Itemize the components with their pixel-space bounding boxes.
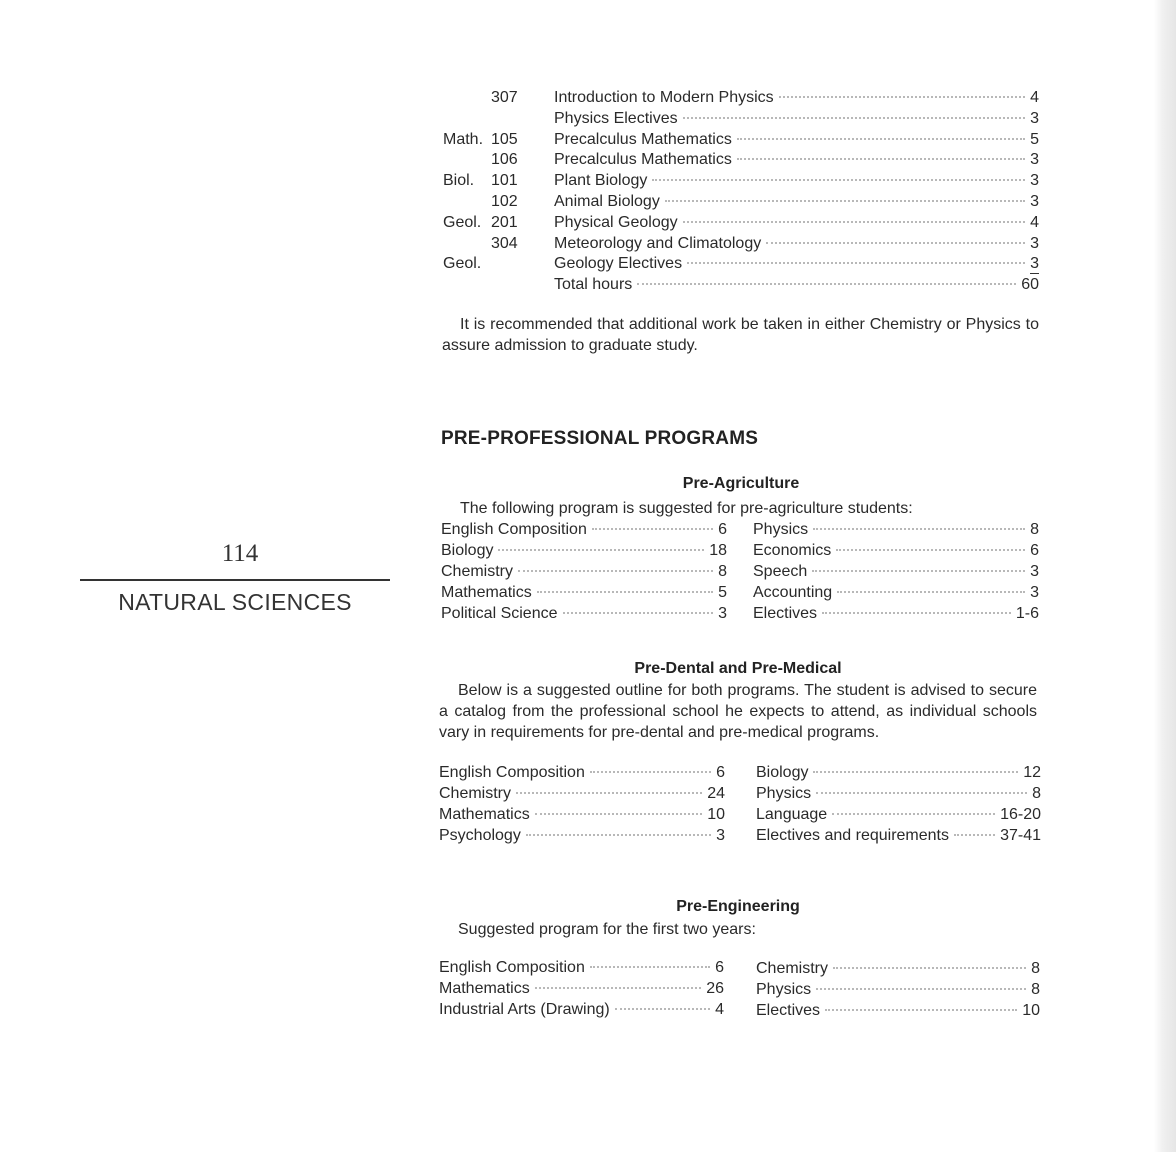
course-row xyxy=(443,110,1039,131)
subject-hours: 16-20 xyxy=(1000,806,1041,823)
course-hours: 3 xyxy=(1030,234,1039,252)
course-title: Introduction to Modern Physics xyxy=(554,89,774,106)
course-number: 307 xyxy=(491,89,518,106)
subject-label: Chemistry xyxy=(756,960,829,977)
course-row xyxy=(443,172,1039,193)
subject-hours: 18 xyxy=(709,542,727,559)
course-title: Plant Biology xyxy=(554,172,648,190)
subject-label: Mathematics xyxy=(441,584,532,601)
subject-hours: 10 xyxy=(707,806,725,823)
subject-hours: 3 xyxy=(718,605,727,622)
subject-hours: 12 xyxy=(1023,764,1041,781)
course-hours: 3 xyxy=(1030,109,1039,127)
course-number: 201 xyxy=(491,213,518,231)
recommendation-note: It is recommended that additional work be taken in either Chemistry or Physics to assure admission to graduate study. xyxy=(442,316,1039,354)
subject-label: Political Science xyxy=(441,605,558,622)
total-label: Total hours xyxy=(554,276,633,294)
total-row xyxy=(443,276,1039,297)
course-hours: 4 xyxy=(1030,89,1039,106)
list-item xyxy=(753,563,1039,584)
subject-label: Biology xyxy=(756,764,809,781)
subject-label: Biology xyxy=(441,542,494,559)
subject-hours: 3 xyxy=(1030,584,1039,601)
course-hours: 5 xyxy=(1030,130,1039,148)
pre-agriculture-right-column xyxy=(753,521,1039,626)
subject-hours: 5 xyxy=(718,584,727,601)
list-item xyxy=(439,764,725,785)
subject-label: Industrial Arts (Drawing) xyxy=(439,1001,610,1018)
list-item xyxy=(756,785,1041,806)
course-row xyxy=(443,235,1039,256)
course-number: 105 xyxy=(491,130,518,148)
subject-hours: 8 xyxy=(1031,960,1040,977)
subject-label: Chemistry xyxy=(441,563,514,580)
subject-label: Physics xyxy=(753,521,809,538)
list-item xyxy=(439,785,725,806)
subject-label: Speech xyxy=(753,563,808,580)
pre-agriculture-intro: The following program is suggested for pre-agriculture students: xyxy=(460,500,913,517)
list-item xyxy=(439,806,725,827)
margin-rule xyxy=(80,579,390,581)
pre-engineering-right-column xyxy=(756,960,1040,1023)
subject-hours: 8 xyxy=(1030,521,1039,538)
subject-label: Language xyxy=(756,806,828,823)
subject-hours: 3 xyxy=(716,827,725,844)
course-title: Precalculus Mathematics xyxy=(554,130,732,148)
subject-label: Economics xyxy=(753,542,832,559)
course-hours: 3 xyxy=(1030,255,1039,273)
course-dept: Geol. xyxy=(443,255,482,273)
list-item xyxy=(756,1002,1040,1023)
list-item xyxy=(439,959,724,980)
subject-hours: 3 xyxy=(1030,563,1039,580)
course-row xyxy=(443,255,1039,276)
subject-label: Physics xyxy=(756,981,812,998)
subject-hours: 24 xyxy=(707,785,725,802)
course-hours: 4 xyxy=(1030,213,1039,231)
subject-hours: 1-6 xyxy=(1015,605,1039,622)
subject-hours: 6 xyxy=(715,959,724,976)
subject-label: English Composition xyxy=(439,764,585,781)
course-hours: 3 xyxy=(1030,192,1039,210)
list-item xyxy=(756,764,1041,785)
pre-medical-intro: Below is a suggested outline for both programs. The student is advised to secure a catalog from the professional school he expects to attend, as individual schools vary in requirements for pre-dental and pre-medical programs. xyxy=(439,682,1037,741)
pre-medical-title: Pre-Dental and Pre-Medical xyxy=(634,660,842,677)
subject-label: Electives and requirements xyxy=(756,827,949,844)
subject-hours: 10 xyxy=(1022,1002,1040,1019)
course-title: Physics Electives xyxy=(554,109,678,127)
list-item xyxy=(756,981,1040,1002)
list-item xyxy=(441,563,727,584)
subject-hours: 8 xyxy=(1032,785,1041,802)
subject-label: Electives xyxy=(756,1002,821,1019)
total-hours: 60 xyxy=(1021,276,1039,294)
list-item xyxy=(439,980,724,1001)
subject-hours: 6 xyxy=(718,521,727,538)
course-row xyxy=(443,214,1039,235)
pre-engineering-left-column xyxy=(439,959,724,1022)
course-row xyxy=(443,193,1039,214)
page-edge-shadow xyxy=(1154,0,1176,1152)
pre-agriculture-title: Pre-Agriculture xyxy=(682,475,800,492)
course-title: Precalculus Mathematics xyxy=(554,151,732,169)
list-item xyxy=(439,827,725,848)
subject-label: English Composition xyxy=(439,959,585,976)
pre-medical-left-column xyxy=(439,764,725,848)
course-row xyxy=(443,151,1039,172)
pre-medical-right-column xyxy=(756,764,1041,848)
list-item xyxy=(439,1001,724,1022)
course-row xyxy=(443,89,1039,110)
list-item xyxy=(441,542,727,563)
pre-engineering-intro: Suggested program for the first two years: xyxy=(458,921,756,938)
course-dept: Geol. xyxy=(443,213,482,231)
pre-engineering-title: Pre-Engineering xyxy=(676,898,800,915)
course-title: Meteorology and Climatology xyxy=(554,234,762,252)
subject-label: Electives xyxy=(753,605,818,622)
subject-label: Accounting xyxy=(753,584,833,601)
subject-hours: 6 xyxy=(716,764,725,781)
list-item xyxy=(756,827,1041,848)
subject-label: Psychology xyxy=(439,827,521,844)
subject-hours: 4 xyxy=(715,1001,724,1018)
page-number: 114 xyxy=(221,540,259,567)
subject-label: Mathematics xyxy=(439,806,530,823)
list-item xyxy=(441,584,727,605)
list-item xyxy=(753,605,1039,626)
subject-label: Mathematics xyxy=(439,980,530,997)
course-title: Physical Geology xyxy=(554,213,678,231)
course-hours: 3 xyxy=(1030,151,1039,169)
list-item xyxy=(756,960,1040,981)
course-number: 101 xyxy=(491,172,518,190)
pre-agriculture-left-column xyxy=(441,521,727,626)
subject-hours: 8 xyxy=(718,563,727,580)
list-item xyxy=(753,542,1039,563)
course-number: 102 xyxy=(491,192,518,210)
course-row xyxy=(443,131,1039,152)
course-list xyxy=(443,89,1039,297)
subject-hours: 8 xyxy=(1031,981,1040,998)
course-number: 304 xyxy=(491,234,518,252)
course-title: Geology Electives xyxy=(554,255,683,273)
list-item xyxy=(753,521,1039,542)
course-title: Animal Biology xyxy=(554,192,660,210)
course-dept: Math. xyxy=(443,130,484,148)
section-heading: PRE-PROFESSIONAL PROGRAMS xyxy=(441,428,759,449)
list-item xyxy=(441,605,727,626)
subject-label: Chemistry xyxy=(439,785,512,802)
subject-label: Physics xyxy=(756,785,812,802)
course-hours: 3 xyxy=(1030,172,1039,190)
list-item xyxy=(753,584,1039,605)
subject-hours: 6 xyxy=(1030,542,1039,559)
course-dept: Biol. xyxy=(443,172,475,190)
subject-label: English Composition xyxy=(441,521,587,538)
course-number: 106 xyxy=(491,151,518,169)
subject-hours: 26 xyxy=(706,980,724,997)
section-name: NATURAL SCIENCES xyxy=(118,589,352,615)
list-item xyxy=(756,806,1041,827)
subject-hours: 37-41 xyxy=(1000,827,1041,844)
list-item xyxy=(441,521,727,542)
